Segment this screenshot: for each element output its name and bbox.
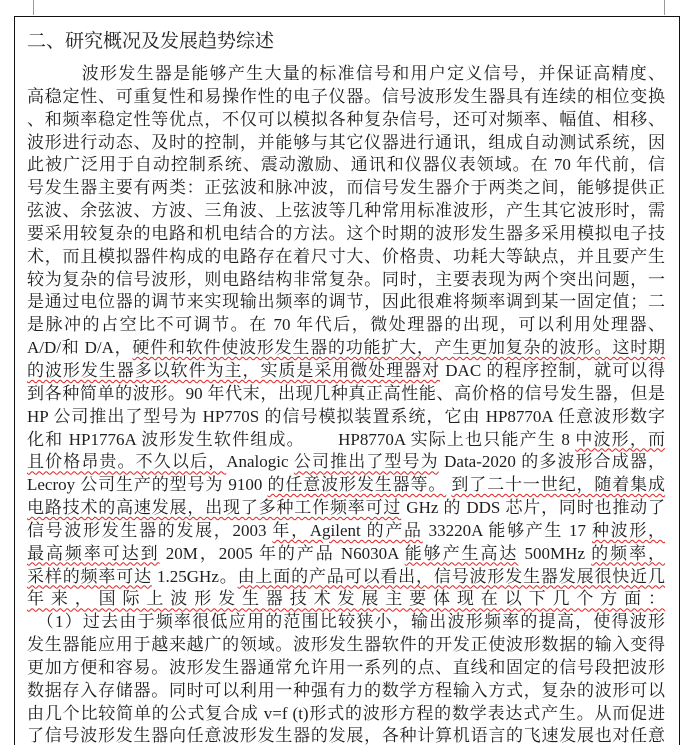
text-line	[27, 406, 665, 429]
text-segment: 弦波、余弦波、方波、三角波、上弦波等几种常用标准波形，产生其它波形时，需	[27, 201, 665, 221]
text-segment: HP 公司推出了型号为 HP770S 的信号模拟装置系统，它由 HP8770A 任意波形数字	[27, 406, 665, 426]
text-segment: 发生器能应用于越来越广的领域。波形发生器软件的开发正使波形数据的输入变得	[27, 635, 665, 655]
spellcheck-underlined-text: 的任意波形发生器等。	[267, 475, 447, 495]
text-segment: GHz 的 DDS 芯片，同时也推动了	[401, 498, 666, 518]
text-line	[27, 657, 665, 680]
spellcheck-underlined-text: 公司推出了型号为	[293, 452, 439, 472]
text-segment: Data-2020 的多波形合成器，	[438, 452, 665, 472]
spellcheck-underlined-text: 到了二十一世纪，随着集成	[451, 475, 666, 495]
text-segment: 信号波形发生器的发展，2003	[27, 520, 273, 540]
text-line	[27, 383, 665, 406]
spellcheck-underlined-text: 的波形发生器多以软件为主，实质是采用微处理器对	[27, 360, 441, 380]
text-line	[27, 86, 665, 109]
text-line	[27, 588, 665, 611]
text-segment: 500MHz	[518, 543, 592, 563]
text-segment: 波形发生器是能够产生大量的标准信号和用户定义信号，并保证高精度、	[27, 64, 665, 83]
text-segment: 号发生器主要有两类：正弦波和脉冲波，而信号发生器介于两类之间，能够提供正	[27, 178, 665, 198]
text-line	[27, 337, 665, 360]
crop-mark-right	[664, 0, 665, 15]
text-line	[27, 680, 665, 703]
text-segment: DAC 的程序控制，就可以得	[440, 360, 665, 380]
section-heading: 二、研究概况及发展趋势综述	[27, 31, 275, 52]
text-line	[27, 177, 665, 200]
text-segment: 到各种简单的波形。90 年代末，出现几种真正高性能、高价格的信号发生器，但是	[27, 383, 665, 403]
spellcheck-underlined-text: 年，Agilent 的产品	[272, 520, 423, 540]
spellcheck-underlined-text: 能够产生高达	[404, 543, 519, 563]
spellcheck-underlined-text: 的频率，	[591, 543, 666, 563]
text-line	[27, 474, 665, 497]
text-line	[27, 543, 665, 566]
text-segment: 是通过电位器的调节来实现输出频率的调节，因此很难将频率调到某一固定值；二	[27, 292, 665, 312]
spellcheck-underlined-text: 电路技术的高速发展，出现了多种工作频率可过	[27, 498, 402, 518]
text-segment: 1.25GHz。	[151, 566, 238, 586]
spellcheck-underlined-text: 最高频率可达到	[27, 543, 160, 563]
text-line	[27, 223, 665, 246]
text-segment: 高稳定性、可重复性和易操作性的电子仪器。信号波形发生器具有连续的相位变换	[27, 86, 665, 106]
text-line	[27, 520, 665, 543]
text-line	[27, 611, 665, 634]
text-segment: Lecroy 公司生产的型号为 9100	[27, 475, 268, 495]
text-segment: 20M，2005 年的产品 N6030A	[159, 543, 405, 563]
text-line	[27, 566, 665, 589]
crop-mark-left	[33, 0, 34, 15]
spellcheck-underlined-text: 种波形，	[591, 520, 666, 540]
text-line	[27, 291, 665, 314]
text-segment: 要采用较复杂的电路和机电结合的方法。这个时期的波形发生器多采用模拟电子技	[27, 223, 665, 243]
spellcheck-underlined-text: 年来，国际上波形发生器技术发展主要体现在以下几个方面：	[27, 589, 665, 609]
text-segment: 化和 HP1776A 波形发生软件组成。 HP8770A 实际上也只能产生 8	[27, 429, 576, 449]
text-line	[27, 154, 665, 177]
document-body	[27, 63, 665, 748]
text-line	[27, 109, 665, 132]
text-line	[27, 451, 665, 474]
text-line	[27, 269, 665, 292]
spellcheck-underlined-text: 由上面的产品可以看出，信号波形发生器发展很快近几	[237, 566, 666, 586]
text-segment: 、和频率稳定性等优点，不仅可以模拟各种复杂信号，还可对频率、幅值、相移、	[27, 109, 665, 129]
text-segment: A/D/和 D/A，	[27, 338, 133, 358]
text-line	[27, 497, 665, 520]
text-segment: 此被广泛用于自动控制系统、震动激励、通讯和仪器仪表领域。在 70 年代前，信	[27, 155, 665, 175]
text-segment: 了信号波形发生器向任意波形发生器的发展，各种计算机语言的飞速发展也对任意	[27, 726, 665, 746]
text-segment: 较为复杂的信号波形，则电路结构非常复杂。同时，主要表现为两个突出问题，一	[27, 269, 665, 289]
text-segment: 数据存入存储器。同时可以利用一种强有力的数学方程输入方式，复杂的波形可以	[27, 680, 665, 700]
spellcheck-underlined-text: 中波形，而	[575, 429, 666, 449]
text-segment: （1）过去由于频率很低应用的范围比较狭小，输出波形频率的提高，使得波形	[27, 612, 665, 632]
text-line	[27, 314, 665, 337]
text-line	[27, 132, 665, 155]
text-line	[27, 429, 665, 452]
spellcheck-underlined-text: 且价格昂贵。不久以后，	[27, 452, 227, 472]
text-line	[27, 360, 665, 383]
text-segment: 由几个比较简单的公式复合成 v=f (t)形式的波形方程的数学表达式产生。从而促进	[27, 703, 665, 723]
text-segment: Analogic	[226, 452, 294, 472]
text-line	[27, 200, 665, 223]
text-segment: 术，而且模拟器件构成的电路存在着尺寸大、价格贵、功耗大等缺点，并且要产生	[27, 246, 665, 266]
text-line	[27, 246, 665, 269]
text-segment: 波形进行动态、及时的控制，并能够与其它仪器进行通讯，组成自动测试系统，因	[27, 132, 665, 152]
text-line	[27, 634, 665, 657]
text-segment: 更加方便和容易。波形发生器通常允许用一系列的点、直线和固定的信号段把波形	[27, 657, 665, 677]
spellcheck-underlined-text: 采样的频率可达	[27, 566, 152, 586]
text-line	[27, 703, 665, 726]
spellcheck-underlined-text: 硬件和软件使波形发生器的功能扩大，产生更加复杂的波形。这时期	[132, 338, 665, 358]
text-segment: 33220A 能够产生 17	[422, 520, 592, 540]
text-line	[27, 63, 665, 86]
text-segment: 是脉冲的占空比不可调节。在 70 年代后，微处理器的出现，可以利用处理器、	[27, 315, 665, 335]
